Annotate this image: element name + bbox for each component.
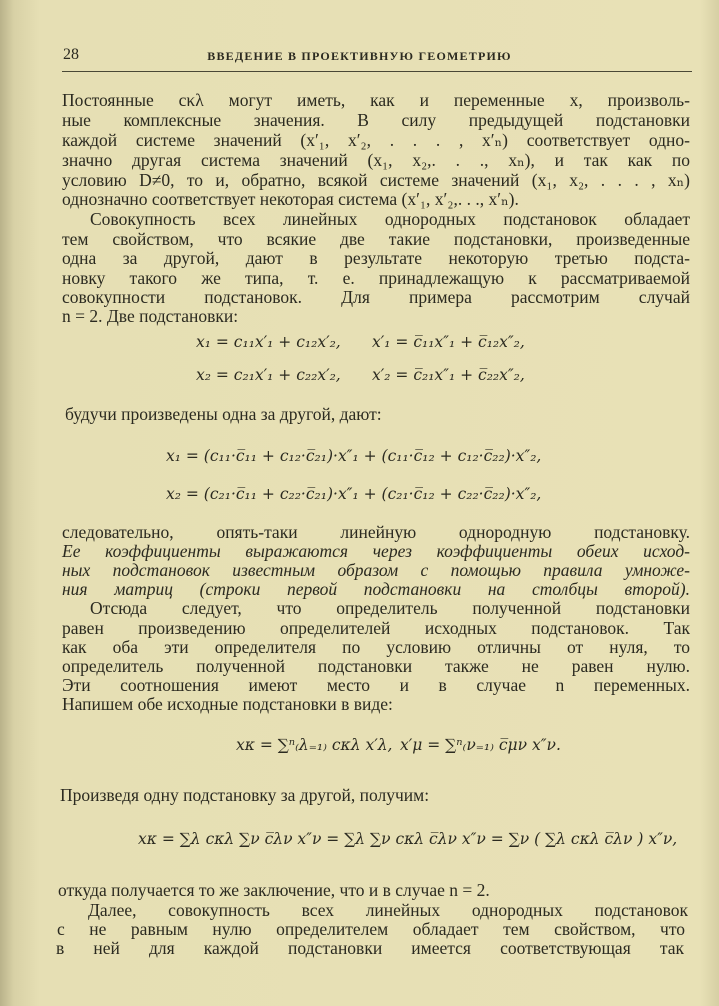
equation: x′₂ = c̅₂₁x″₁ + c̅₂₂x″₂,: [372, 366, 525, 384]
text-line: Отсюда следует, что определитель полученной подстановки: [90, 598, 690, 618]
text-line: Напишем обе исходные подстановки в виде:: [62, 694, 393, 714]
text-line: с не равным нулю определителем обладает тем свойством, что: [57, 919, 685, 939]
text-line: определитель полученной подстановки также не равен нулю.: [62, 656, 690, 676]
text-line: Эти соотношения имеют место и в случае n переменных.: [62, 675, 690, 695]
equation: x₁ = (c₁₁·c̅₁₁ + c₁₂·c̅₂₁)·x″₁ + (c₁₁·c̅₁₂ + c₁₂·c̅₂₂)·x″₂,: [166, 447, 542, 465]
text-line: в ней для каждой подстановки имеется соответствующая так: [56, 938, 684, 958]
text-line-italic: Ее коэффициенты выражаются через коэффициенты обеих исход-: [62, 541, 690, 561]
page-number: 28: [63, 46, 79, 63]
equation: xκ = ∑λ cκλ ∑ν c̅λν x″ν = ∑λ ∑ν cκλ c̅λν x″ν = ∑ν ( ∑λ cκλ c̅λν ) x″ν,: [138, 830, 678, 848]
text-line: ные комплексные значения. В силу предыдущей подстановки: [62, 110, 690, 130]
text-line: будучи произведены одна за другой, дают:: [65, 404, 382, 424]
text-line: каждой системе значений (x′₁, x′₂, . . . , x′ₙ) соответствует одно-: [62, 130, 690, 150]
text-line: n = 2. Две подстановки:: [62, 306, 239, 326]
text-line: Совокупность всех линейных однородных подстановок обладает: [90, 209, 690, 229]
text-line: Далее, совокупность всех линейных однородных подстановок: [88, 900, 688, 920]
text-line: тем свойством, что всякие две такие подстановки, произведенные: [62, 229, 690, 249]
text-line: следовательно, опять-таки линейную однородную подстановку.: [62, 522, 690, 542]
text-line: однозначно соответствует некоторая система (x′₁, x′₂,. . ., x′ₙ).: [62, 189, 519, 209]
equation: xκ = ∑ⁿ₍λ₌₁₎ cκλ x′λ,: [236, 736, 393, 754]
text-line: как оба эти определителя по условию отличны от нуля, то: [62, 637, 690, 657]
equation: x₂ = c₂₁x′₁ + c₂₂x′₂,: [196, 366, 341, 384]
equation: x₁ = c₁₁x′₁ + c₁₂x′₂,: [196, 333, 341, 351]
text-line: Произведя одну подстановку за другой, получим:: [60, 785, 430, 805]
text-line-italic: ных подстановок известным образом с помощью правила умноже-: [62, 560, 690, 580]
header-rule: [62, 71, 692, 72]
equation: x′μ = ∑ⁿ₍ν₌₁₎ c̅μν x″ν.: [400, 736, 561, 754]
running-title: ВВЕДЕНИЕ В ПРОЕКТИВНУЮ ГЕОМЕТРИЮ: [207, 49, 512, 63]
equation: x₂ = (c₂₁·c̅₁₁ + c₂₂·c̅₂₁)·x″₁ + (c₂₁·c̅₁₂ + c₂₂·c̅₂₂)·x″₂,: [166, 485, 542, 503]
text-line: значно другая система значений (x₁, x₂,. . ., xₙ), и так как по: [62, 150, 690, 170]
text-line-italic: ния матриц (строки первой подстановки на столбцы второй).: [62, 579, 690, 599]
text-line: совокупности подстановок. Для примера рассмотрим случай: [62, 287, 690, 307]
text-line: одна за другой, дают в результате некоторую третью подста-: [62, 248, 690, 268]
text-line: равен произведению определителей исходных подстановок. Так: [62, 618, 690, 638]
equation: x′₁ = c̅₁₁x″₁ + c̅₁₂x″₂,: [372, 333, 525, 351]
text-line: откуда получается то же заключение, что и в случае n = 2.: [58, 880, 490, 900]
text-line: Постоянные cκλ могут иметь, как и переменные x, произволь-: [62, 90, 690, 110]
text-line: условию D≠0, то и, обратно, всякой системе значений (x₁, x₂, . . . , xₙ): [62, 170, 690, 190]
text-line: новку такого же типа, т. е. принадлежащую к рассматриваемой: [62, 268, 690, 288]
